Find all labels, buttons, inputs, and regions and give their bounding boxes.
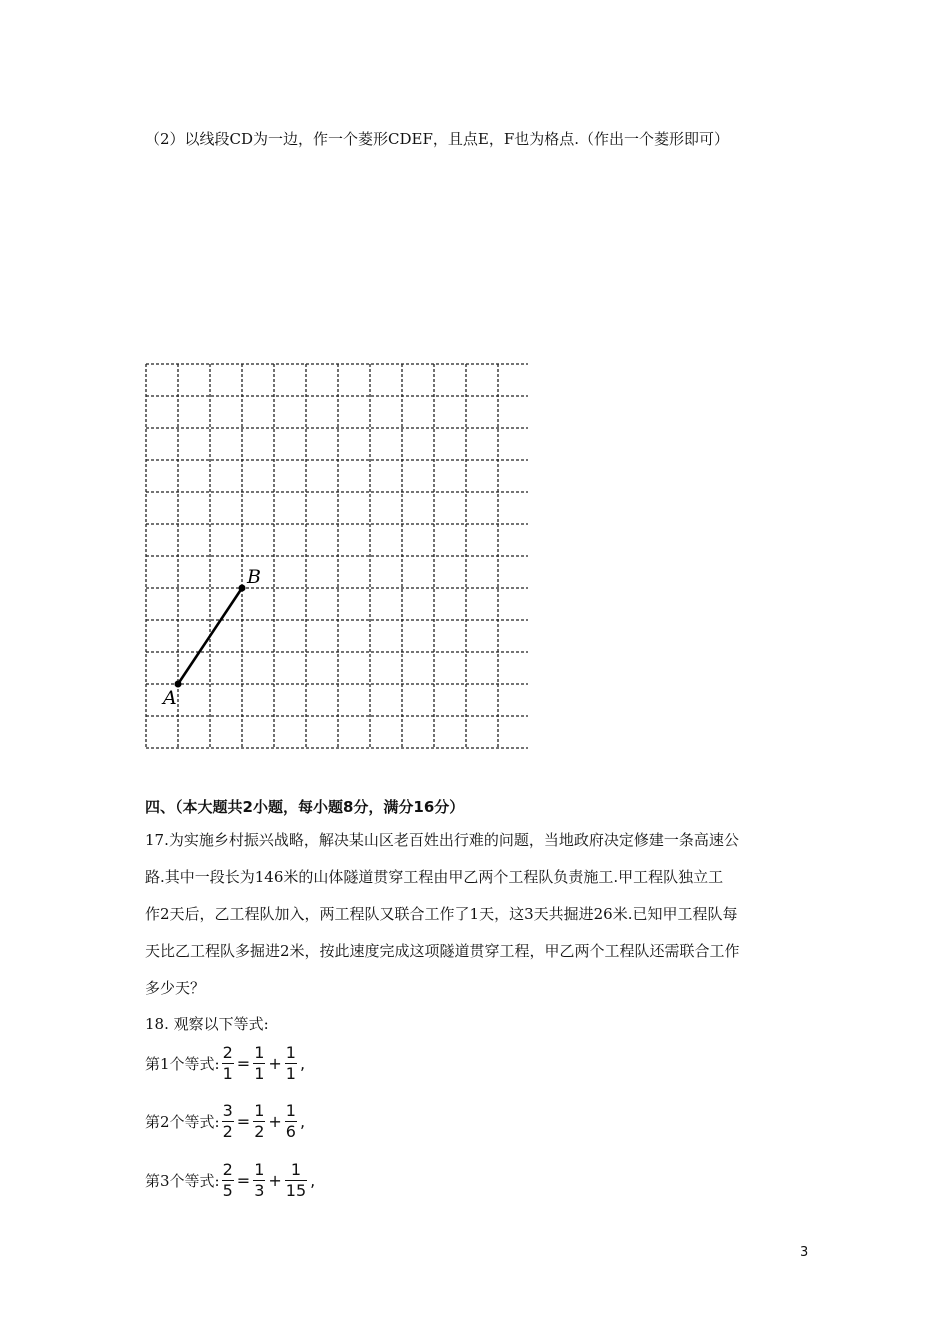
equals-sign: = — [236, 1112, 251, 1131]
q18-equation-3 — [145, 1160, 316, 1201]
label-b: B — [247, 566, 261, 588]
plus-sign: + — [268, 1112, 282, 1131]
q17-line3: 作2天后，乙工程队加入，两工程队又联合工作了1天，这3天共掘进26米.已知甲工程队每 — [145, 905, 738, 923]
equation-label: 第3个等式: — [145, 1172, 220, 1190]
section4-heading: 四、（本大题共2小题，每小题8分，满分16分） — [145, 798, 465, 816]
q17-line2: 路.其中一段长为146米的山体隧道贯穿工程由甲乙两个工程队负责施工.甲工程队独立工 — [145, 868, 724, 886]
plus-sign: + — [268, 1054, 282, 1073]
fraction: $\frac{1}{15}$ — [285, 1160, 307, 1200]
fraction: $\frac{1}{2}$ — [254, 1101, 265, 1141]
equals-sign: = — [236, 1171, 251, 1190]
equation-label: 第2个等式: — [145, 1113, 220, 1131]
equals-sign: = — [236, 1054, 251, 1073]
fraction: $\frac{3}{2}$ — [222, 1101, 233, 1141]
plus-sign: + — [268, 1171, 282, 1190]
q18-equation-2 — [145, 1101, 306, 1142]
point-b — [239, 585, 246, 592]
label-a: A — [163, 687, 177, 709]
grid-figure — [142, 360, 528, 780]
fraction: $\frac{1}{3}$ — [254, 1160, 265, 1200]
fraction: $\frac{1}{1}$ — [285, 1043, 296, 1083]
fraction: $\frac{1}{6}$ — [285, 1101, 296, 1141]
fraction: $\frac{2}{1}$ — [222, 1043, 233, 1083]
comma: , — [299, 1054, 306, 1073]
q16-part2-text: （2）以线段CD为一边，作一个菱形CDEF，且点E，F也为格点.（作出一个菱形即可） — [145, 130, 730, 148]
comma: , — [299, 1112, 306, 1131]
fraction: $\frac{1}{1}$ — [254, 1043, 265, 1083]
q17-line5: 多少天？ — [145, 979, 206, 997]
q17-line4: 天比乙工程队多掘进2米，按此速度完成这项隧道贯穿工程，甲乙两个工程队还需联合工作 — [145, 942, 740, 960]
page-number: 3 — [800, 1245, 809, 1260]
q17-line1: 17.为实施乡村振兴战略，解决某山区老百姓出行难的问题，当地政府决定修建一条高速公 — [145, 831, 739, 849]
equation-label: 第1个等式: — [145, 1055, 220, 1073]
comma: , — [310, 1171, 316, 1190]
q18-equation-1 — [145, 1043, 306, 1084]
fraction: $\frac{2}{5}$ — [222, 1160, 233, 1200]
q18-intro: 18. 观察以下等式: — [145, 1015, 269, 1033]
